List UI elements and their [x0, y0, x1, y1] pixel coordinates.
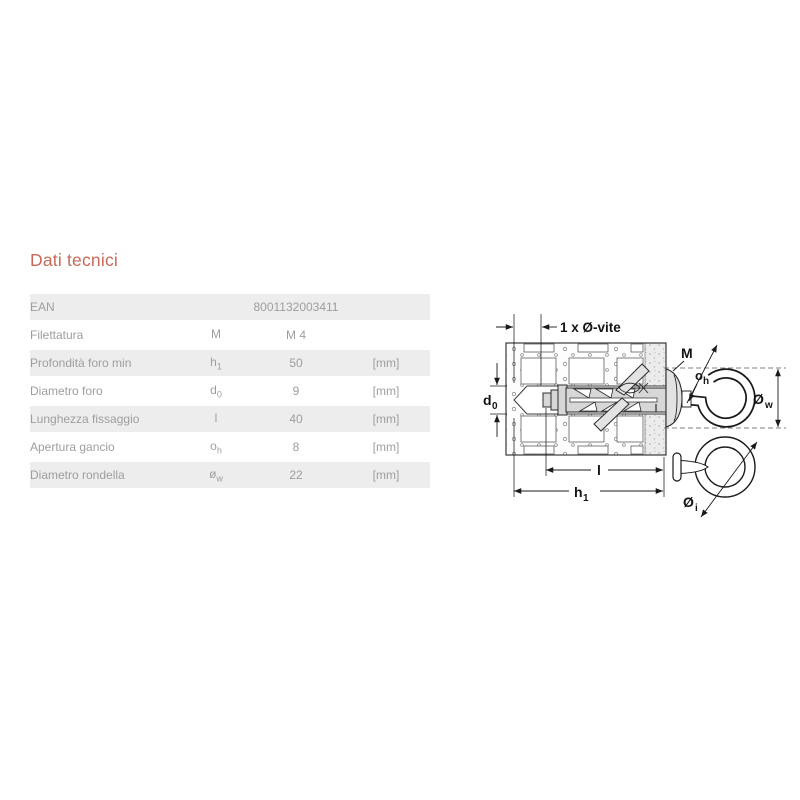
row-value: 40 [250, 406, 342, 432]
row-value: 8 [250, 434, 342, 460]
row-unit: [mm] [342, 378, 430, 404]
section-title: Dati tecnici [30, 250, 118, 270]
row-label: Diametro foro [30, 378, 182, 404]
label-inner-diameter: Ø [683, 494, 694, 510]
row-symbol: $ø_w$ [182, 462, 250, 488]
row-label: Apertura gancio [30, 434, 182, 460]
ring-inner [705, 447, 745, 487]
label-hook-opening-sub: h [703, 376, 710, 387]
row-label: EAN [30, 294, 182, 320]
row-symbol: $d_0$ [182, 378, 250, 404]
row-symbol: l [182, 406, 250, 432]
row-value: M 4 [250, 322, 342, 348]
row-symbol: $h_1$ [182, 350, 250, 376]
row-value: 9 [250, 378, 342, 404]
row-unit: [mm] [342, 434, 430, 460]
row-value: 22 [250, 462, 342, 488]
row-symbol: $o_h$ [182, 434, 250, 460]
row-label: Filettatura [30, 322, 182, 348]
label-washer-diameter: Ø [753, 391, 764, 407]
label-hole-diameter-sub: 0 [492, 401, 498, 412]
row-label: Diametro rondella [30, 462, 182, 488]
row-unit: [mm] [342, 350, 430, 376]
ring-washer-edge [673, 453, 681, 481]
row-unit: [mm] [342, 406, 430, 432]
label-length: l [597, 462, 601, 478]
row-unit: [mm] [342, 462, 430, 488]
row-label: Profondità foro min [30, 350, 182, 376]
label-hole-diameter: d [483, 392, 492, 408]
hook-front-view [673, 437, 755, 497]
row-value: 50 [250, 350, 342, 376]
label-depth-sub: 1 [583, 493, 589, 504]
row-label: Lunghezza fissaggio [30, 406, 182, 432]
washer-collar [666, 369, 682, 427]
row-symbol: M [182, 322, 250, 348]
leader-thread [673, 361, 684, 371]
label-washer-diameter-sub: w [765, 400, 773, 411]
expansion-slot [570, 398, 657, 402]
row-value: 8001132003411 [250, 294, 342, 320]
screw-tip [543, 393, 551, 407]
label-inner-diameter-sub: i [695, 503, 698, 514]
label-screw-diameter: 1 x Ø-vite [560, 320, 621, 335]
label-thread: M [681, 345, 693, 361]
label-hook-opening: o [695, 368, 703, 383]
label-depth: h [574, 484, 583, 500]
